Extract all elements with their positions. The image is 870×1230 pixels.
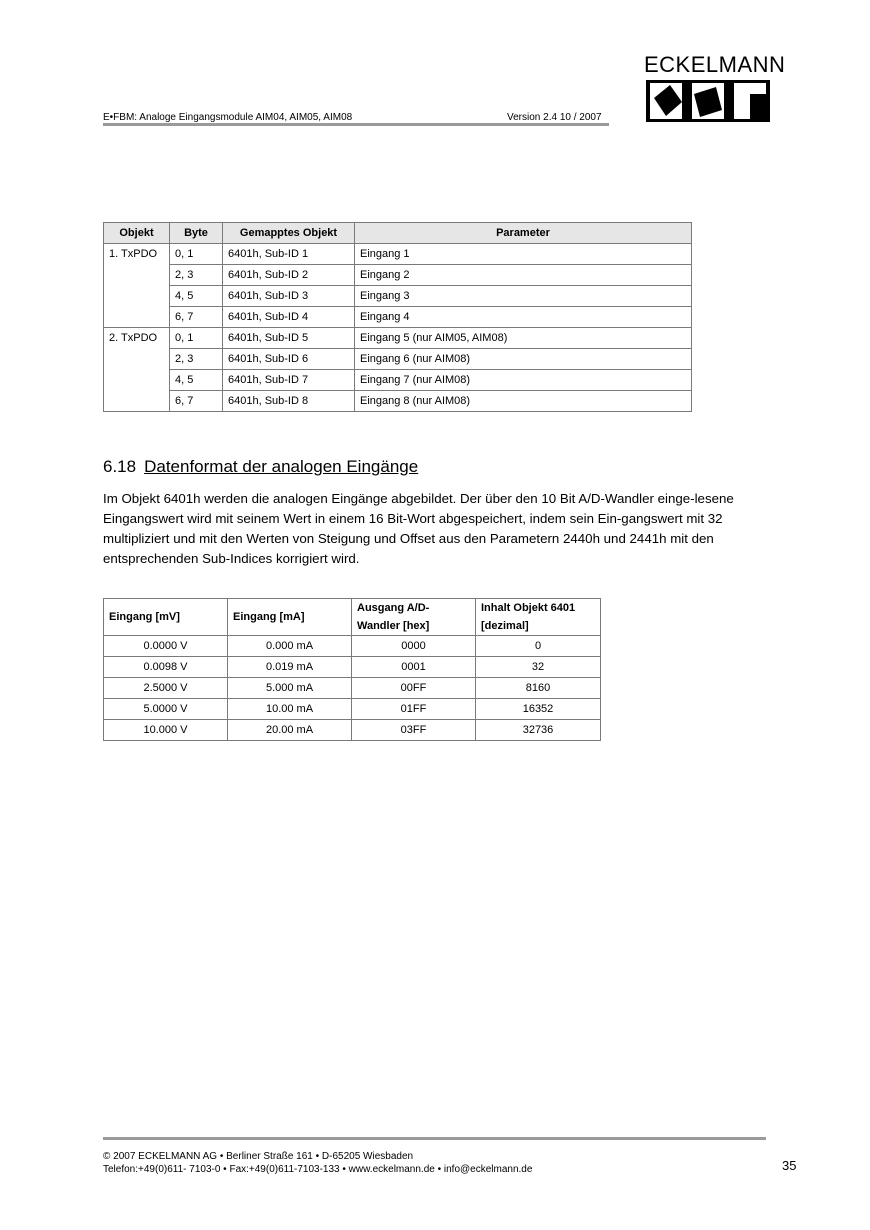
table-header-row <box>104 599 601 636</box>
table-cell: 10.00 mA <box>228 699 352 720</box>
table-cell: 16352 <box>476 699 601 720</box>
table-cell: 6401h, Sub-ID 3 <box>223 286 355 307</box>
object-cell: 2. TxPDO <box>104 328 170 412</box>
table-cell: Eingang 3 <box>355 286 692 307</box>
analog-value-table <box>103 598 601 741</box>
table-cell: 4, 5 <box>170 286 223 307</box>
table-row <box>104 265 692 286</box>
document-title: E•FBM: Analoge Eingangsmodule AIM04, AIM05, AIM08 <box>103 112 353 123</box>
table-cell: 32 <box>476 657 601 678</box>
table-cell: Eingang 4 <box>355 307 692 328</box>
header-cell: Inhalt Objekt 6401 [dezimal] <box>476 599 601 636</box>
table-cell: Eingang 2 <box>355 265 692 286</box>
table-cell: 5.0000 V <box>104 699 228 720</box>
table-cell: 32736 <box>476 720 601 741</box>
document-version: Version 2.4 10 / 2007 <box>507 112 602 123</box>
table-cell: 0000 <box>352 636 476 657</box>
table-row <box>104 370 692 391</box>
table-cell: 5.000 mA <box>228 678 352 699</box>
section-heading <box>103 457 418 477</box>
footer-rule <box>103 1137 766 1140</box>
table-cell: 6401h, Sub-ID 5 <box>223 328 355 349</box>
table-cell: 03FF <box>352 720 476 741</box>
table-cell: 20.00 mA <box>228 720 352 741</box>
section-number: 6.18 <box>103 457 137 476</box>
table-cell: 0.0098 V <box>104 657 228 678</box>
table-row <box>104 328 692 349</box>
eckelmann-logo-icon <box>646 80 770 122</box>
table-row <box>104 636 601 657</box>
table-cell: 0.019 mA <box>228 657 352 678</box>
table-cell: 0.000 mA <box>228 636 352 657</box>
table-cell: 00FF <box>352 678 476 699</box>
table-cell: 0, 1 <box>170 244 223 265</box>
section-paragraph: Im Objekt 6401h werden die analogen Eingänge abgebildet. Der über den 10 Bit A/D-Wandler einge-lesene Eingangswert wird mit seinem Wert in einem 16 Bit-Wort abgespeichert, indem sein Ein-gangswert mit 32 multipliziert und mit den Werten von Steigung und Offset aus den Parametern 2440h und 2441h mit den entsprechenden Sub-Indices korrigiert wird. <box>103 491 734 566</box>
table-cell: 2, 3 <box>170 349 223 370</box>
header-cell: Objekt <box>104 223 170 244</box>
table-header-row <box>104 223 692 244</box>
table-cell: 01FF <box>352 699 476 720</box>
header-cell: Eingang [mV] <box>104 599 228 636</box>
header-cell: Byte <box>170 223 223 244</box>
table-row <box>104 349 692 370</box>
table-cell: Eingang 7 (nur AIM08) <box>355 370 692 391</box>
table-cell: 6, 7 <box>170 391 223 412</box>
table-cell: 0.0000 V <box>104 636 228 657</box>
table-cell: 6401h, Sub-ID 6 <box>223 349 355 370</box>
table-row <box>104 657 601 678</box>
object-cell: 1. TxPDO <box>104 244 170 328</box>
table-cell: 0001 <box>352 657 476 678</box>
table-cell: 6401h, Sub-ID 4 <box>223 307 355 328</box>
header-cell: Parameter <box>355 223 692 244</box>
table-cell: Eingang 5 (nur AIM05, AIM08) <box>355 328 692 349</box>
footer-contact: Telefon:+49(0)611- 7103-0 • Fax:+49(0)611-7103-133 • www.eckelmann.de • info@eckelmann.de <box>103 1164 533 1175</box>
table-row <box>104 307 692 328</box>
table-cell: 6401h, Sub-ID 2 <box>223 265 355 286</box>
brand-name: ECKELMANN <box>644 52 786 77</box>
table-row <box>104 699 601 720</box>
table-row <box>104 286 692 307</box>
table-cell: 2.5000 V <box>104 678 228 699</box>
page-number: 35 <box>782 1158 797 1173</box>
header-cell: Gemapptes Objekt <box>223 223 355 244</box>
table-cell: 4, 5 <box>170 370 223 391</box>
table-cell: 2, 3 <box>170 265 223 286</box>
table-cell: Eingang 8 (nur AIM08) <box>355 391 692 412</box>
table-cell: 10.000 V <box>104 720 228 741</box>
table-cell: 6401h, Sub-ID 1 <box>223 244 355 265</box>
section-title: Datenformat der analogen Eingänge <box>144 457 419 476</box>
header-rule <box>103 123 609 126</box>
table-cell: 6, 7 <box>170 307 223 328</box>
table-row <box>104 720 601 741</box>
table-cell: 0 <box>476 636 601 657</box>
table-row <box>104 391 692 412</box>
header-cell: Ausgang A/D- Wandler [hex] <box>352 599 476 636</box>
table-row <box>104 244 692 265</box>
table-row <box>104 678 601 699</box>
table-cell: Eingang 6 (nur AIM08) <box>355 349 692 370</box>
table-cell: 0, 1 <box>170 328 223 349</box>
header-cell: Eingang [mA] <box>228 599 352 636</box>
footer-copyright: © 2007 ECKELMANN AG • Berliner Straße 161 • D-65205 Wiesbaden <box>103 1151 414 1162</box>
pdo-mapping-table <box>103 222 692 412</box>
table-cell: 6401h, Sub-ID 8 <box>223 391 355 412</box>
table-cell: 8160 <box>476 678 601 699</box>
table-cell: 6401h, Sub-ID 7 <box>223 370 355 391</box>
table-cell: Eingang 1 <box>355 244 692 265</box>
